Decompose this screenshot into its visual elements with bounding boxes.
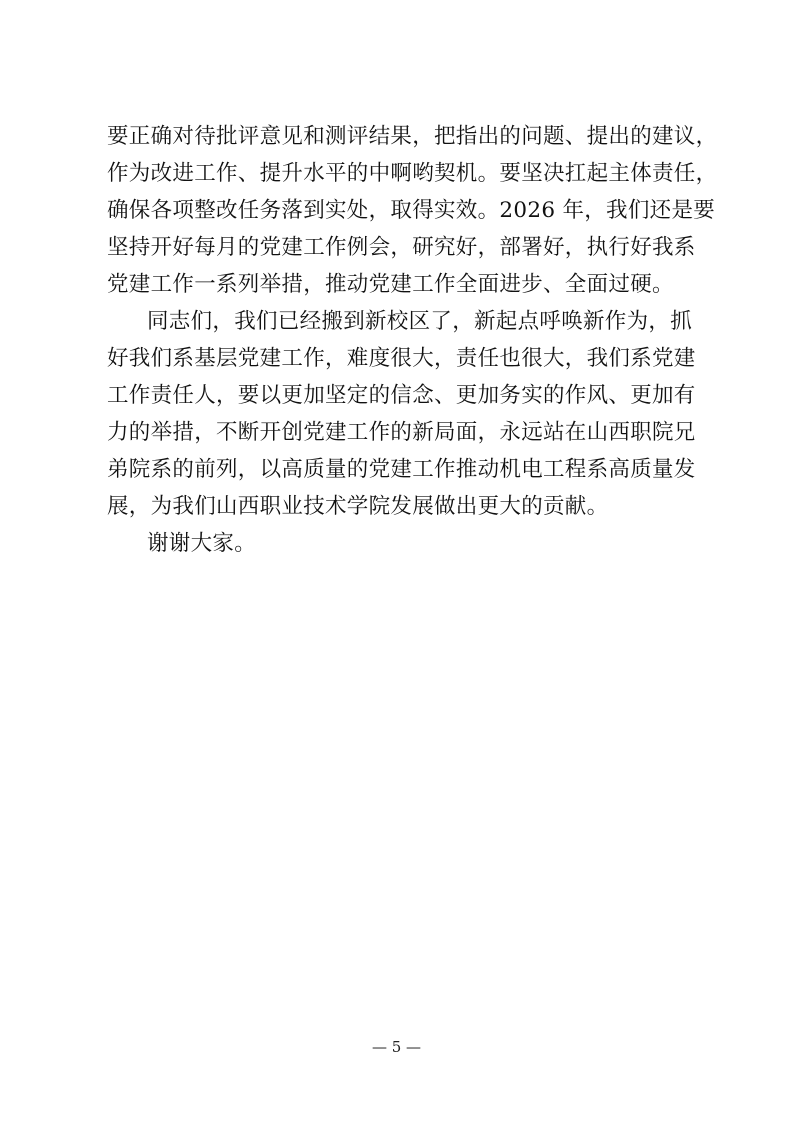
text-line: 谢谢大家。: [147, 531, 257, 556]
text-line: 好我们系基层党建工作，难度很大，责任也很大，我们系党建: [107, 346, 696, 371]
text-line: 坚持开好每月的党建工作例会，研究好，部署好，执行好我系: [107, 235, 696, 260]
document-body: [107, 118, 718, 562]
text-line: 要正确对待批评意见和测评结果，把指出的问题、提出的建议，: [107, 124, 718, 149]
text-line: 展，为我们山西职业技术学院发展做出更大的贡献。: [107, 494, 609, 519]
text-line: 工作责任人，要以更加坚定的信念、更加务实的作风、更加有: [107, 383, 696, 408]
text-line: 确保各项整改任务落到实处，取得实效。2026 年，我们还是要: [107, 198, 716, 223]
text-line: 弟院系的前列，以高质量的党建工作推动机电工程系高质量发: [107, 457, 696, 482]
text-line: 党建工作一系列举措，推动党建工作全面进步、全面过硬。: [107, 272, 674, 297]
text-line: 力的举措，不断开创党建工作的新局面，永远站在山西职院兄: [107, 420, 696, 445]
text-line: 同志们，我们已经搬到新校区了，新起点呼唤新作为，抓: [147, 309, 693, 334]
page-number: — 5 —: [371, 1038, 422, 1056]
text-line: 作为改进工作、提升水平的中啊哟契机。要坚决扛起主体责任，: [107, 161, 718, 186]
